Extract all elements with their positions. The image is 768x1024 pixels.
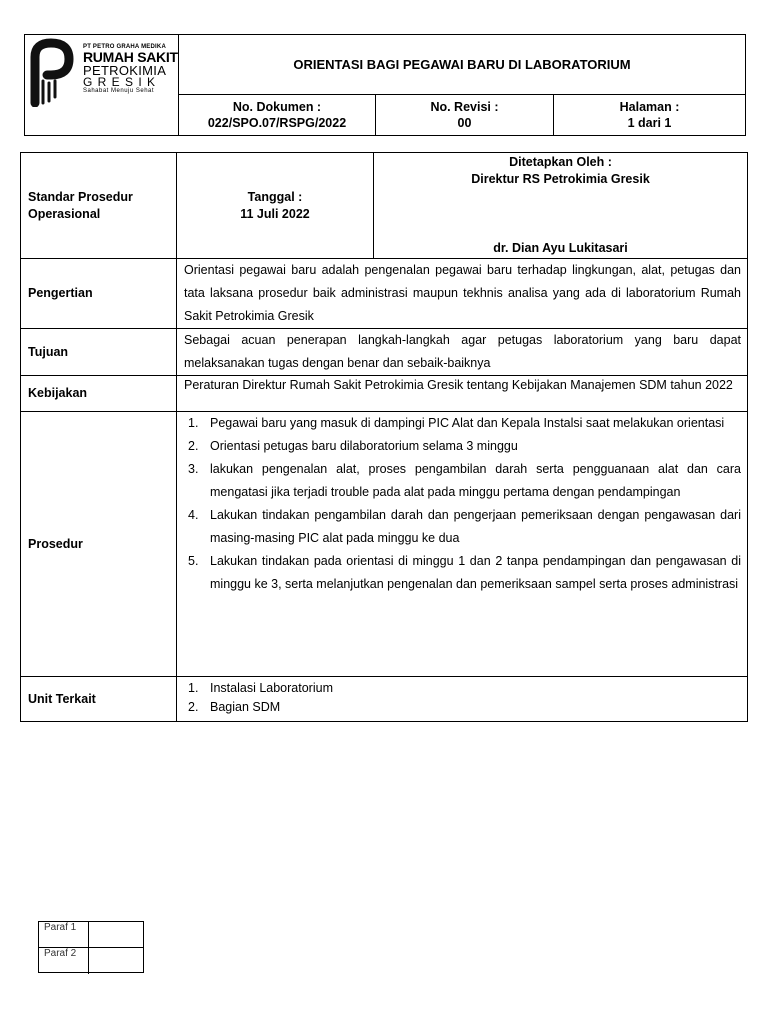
prosedur-content bbox=[177, 412, 747, 676]
doc-number-label: No. Dokumen : bbox=[232, 100, 322, 114]
unit-list bbox=[184, 679, 741, 717]
revision-label: No. Revisi : bbox=[430, 100, 499, 114]
document-header bbox=[24, 34, 746, 136]
signer-name: dr. Dian Ayu Lukitasari bbox=[493, 241, 628, 255]
paraf-2-label: Paraf 2 bbox=[39, 948, 89, 974]
date-cell bbox=[177, 153, 374, 258]
kebijakan-label: Kebijakan bbox=[21, 376, 177, 411]
hospital-logo-icon bbox=[29, 37, 79, 107]
prosedur-item: 3. lakukan pengenalan alat, proses pengambilan darah serta pengguanaan alat dan cara mengatasi jika terjadi trouble pada alat pada minggu pertama dengan pendampingan bbox=[188, 462, 741, 499]
sop-label: Standar Prosedur Operasional bbox=[21, 153, 177, 258]
approved-label: Ditetapkan Oleh : bbox=[509, 155, 612, 169]
tujuan-text: Sebagai acuan penerapan langkah-langkah agar petugas laboratorium yang baru dapat melaksanakan tugas dengan benar dan sebaik-baiknya bbox=[184, 333, 741, 370]
logo-line3: G R E S I K bbox=[83, 75, 157, 89]
page-value: 1 dari 1 bbox=[627, 116, 672, 130]
page-cell bbox=[554, 95, 745, 135]
doc-number-cell bbox=[179, 95, 376, 135]
tujuan-label: Tujuan bbox=[21, 329, 177, 375]
sop-table bbox=[20, 152, 748, 722]
logo-tagline: Sahabat Menuju Sehat bbox=[83, 88, 155, 94]
approval-cell bbox=[374, 153, 747, 258]
logo-line1: RUMAH SAKIT bbox=[83, 49, 178, 65]
paraf-1-label: Paraf 1 bbox=[39, 922, 89, 948]
paraf-1-field[interactable] bbox=[89, 922, 143, 948]
approved-by: Direktur RS Petrokimia Gresik bbox=[471, 172, 650, 186]
revision-value: 00 bbox=[457, 116, 472, 130]
date-value: 11 Juli 2022 bbox=[240, 206, 310, 221]
tujuan-row bbox=[21, 329, 747, 376]
prosedur-item: 5. Lakukan tindakan pada orientasi di minggu 1 dan 2 tanpa pendampingan dan pengawasan di minggu ke 3, serta melanjutkan pengenalan dan pemeriksaan sampel serta proses administrasi bbox=[188, 554, 741, 591]
pengertian-text: Orientasi pegawai baru adalah pengenalan pegawai baru terhadap lingkungan, alat, petugas dan tata laksana prosedur baik administrasi maupun tekhnis analisa yang ada di laboratorium Rumah Sakit Petrokimia Gresik bbox=[184, 263, 741, 323]
unit-row bbox=[21, 677, 747, 721]
prosedur-item: 2. Orientasi petugas baru dilaboratorium selama 3 minggu bbox=[188, 439, 518, 453]
prosedur-item: 4. Lakukan tindakan pengambilan darah dan pengerjaan pemeriksaan dengan pengawasan dari masing-masing PIC alat pada minggu ke dua bbox=[188, 508, 741, 545]
pengertian-row bbox=[21, 259, 747, 329]
logo-company: PT PETRO GRAHA MEDIKA bbox=[83, 44, 166, 50]
kebijakan-text: Peraturan Direktur Rumah Sakit Petrokimia Gresik tentang Kebijakan Manajemen SDM tahun 2022 bbox=[184, 378, 733, 392]
unit-content bbox=[177, 677, 747, 721]
prosedur-label: Prosedur bbox=[21, 412, 177, 676]
date-label: Tanggal : bbox=[247, 189, 303, 204]
paraf-2-field[interactable] bbox=[89, 948, 143, 972]
prosedur-row bbox=[21, 412, 747, 677]
doc-number-value: 022/SPO.07/RSPG/2022 bbox=[207, 116, 347, 130]
unit-item: 2. Bagian SDM bbox=[188, 700, 281, 714]
unit-item: 1. Instalasi Laboratorium bbox=[188, 681, 333, 695]
prosedur-item: 1. Pegawai baru yang masuk di dampingi PIC Alat dan Kepala Instalsi saat melakukan orientasi bbox=[188, 416, 725, 430]
paraf-box bbox=[38, 921, 144, 973]
page-label: Halaman : bbox=[619, 100, 680, 114]
prosedur-list bbox=[184, 412, 741, 596]
logo-cell bbox=[25, 35, 179, 135]
document-title: ORIENTASI BAGI PEGAWAI BARU DI LABORATORIUM bbox=[179, 35, 745, 95]
logo-line2: PETROKIMIA bbox=[83, 63, 167, 78]
revision-cell bbox=[376, 95, 554, 135]
kebijakan-row bbox=[21, 376, 747, 412]
sop-row bbox=[21, 153, 747, 259]
unit-label: Unit Terkait bbox=[21, 677, 177, 721]
pengertian-label: Pengertian bbox=[21, 259, 177, 328]
